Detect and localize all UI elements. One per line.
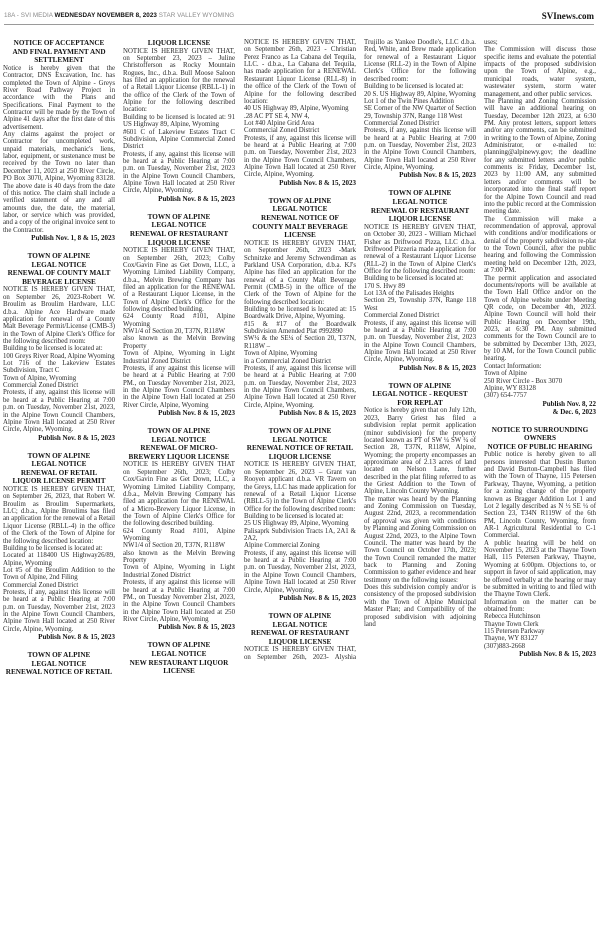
publish-line: Publish Nov. 8 & 15, 2023 [158,194,235,203]
heading-line: NOTICE OF ACCEPTANCE [13,39,105,47]
heading-line: BEVERAGE LICENSE [22,277,96,286]
notice-paragraph: Public notice is hereby given to all persons interested that Dustin Burton and David Burton-Campbell has filed with the Town of Thayne, 115 Petersen Parkway, Thayne, Wyoming, a petition for a zoning change of the property known as Bragger Addition Lot 1 and Lot 2 legally described as N ½ SE ¼ of Section 23, T34N R119W of the 6th PM, Lincoln County, Wyoming, from AR-1 Agricultural Residential to C-1 Commercial. [484,451,596,540]
notice-paragraph: Building to be licensed is located at: [364,275,464,283]
notice-paragraph: Town of Alpine, Wyoming [3,374,77,382]
notice-paragraph: #15 & #17 of the Boardwalk Subdivision Amended Plat #992890 [244,320,356,336]
notice-paragraph: Building to be licensed is located at: [364,83,464,91]
notice-paragraph: Protests, if any, against this license will be heard at a Public Hearing at 7:00 p.m. on Tuesday, November 21st, 2023 in the Alpine Town Council Chambers, Alpine Town Hall located at 250 River Circle, Alpine, Wyoming. [123,150,235,195]
notice-paragraph: (307)883-2668 [484,642,526,650]
notice-paragraph: NW1/4 of Section 20, T37N, R118W [123,328,226,336]
heading-line: NOTICE OF PUBLIC HEARING [487,442,593,451]
notice-paragraph: Notice is hereby given that on July 12th, 2023, Barry Griest has filed a subdivision replat permit application (minor subdivision) for the property located known as PT of SW ¼ SW ¼ of Section 28, T37N, R118W, Alpine, Wyoming; the property encompasses an approximate area of 2.13 acres of land located on Nelson Lane, further described in the plat filing referred to as the Griest Addition to the Town of Alpine, Lincoln County Wyoming. [364,407,476,496]
heading-line: RENEWAL OF MICRO- [140,444,218,453]
notice-paragraph: The matter was heard by the Planning and Zoning Commission on Tuesday, August 22nd, 2023, a recommendation of approval was given with conditions by Planning and Zoning Commission on August 22nd, 2023, to the Alpine Town Council. The matter was heard by the Town Council on October 17th, 2023; the Town Council remanded the matter back to Planning and Zoning Commission to gather evidence and hear testimony on the following issues: [364,495,476,584]
heading-line: TOWN OF ALPINE [27,252,91,261]
heading-line: BREWERY LIQUOR LICENSE [128,452,230,461]
notice-heading [3,252,115,286]
publish-dates [484,650,596,658]
notice-paragraph: Lot 13A of the Palisades Heights [364,290,455,298]
notice-paragraph: 100 Greys River Road, Alpine Wyoming [3,352,115,360]
notice-paragraph: SW¼ & the SE¼ of Section 20, T37N, R118W – [244,335,356,350]
column-3 [244,39,356,661]
heading-line: TOWN OF ALPINE [268,611,332,620]
notice-paragraph: Thayne Town Clerk [484,620,539,628]
notice-paragraph: Rebecca Hutchinson [484,613,541,621]
notice-paragraph: 170 S. Hwy 89 [364,282,406,290]
publish-dates [123,409,235,417]
column-4 [364,39,476,628]
notice-paragraph: 250 River Circle - Box 3070 [484,377,563,385]
notice-paragraph: Thayne, WY 83127 [484,635,538,643]
heading-line: OWNERS [524,434,556,443]
notice-paragraph: Lot 716 of the Lakeview Estates Subdivision, Tract C [3,360,115,375]
notice-paragraph: Building to be licensed is located at: 91 US Highway 89, Alpine, Wyoming [123,113,235,129]
legal-notices-columns [3,39,597,925]
notice-paragraph: 25 US Highway 89, Alpine, Wyoming [244,520,349,528]
heading-line: LICENSE [163,667,195,676]
notice-paragraph: NOTICE IS HEREBY GIVEN THAT, on September 26, 2023, that Robert W. Broulim as Broulim Supermarkets, LLC; d.b.a., Alpine Broulims has filed an application for the renewal of a Retail Liquor License (RBLL-4) in the office of the Clerk of the Town of Alpine for the following described location: [3,485,115,545]
heading-line: TOWN OF ALPINE [147,427,211,436]
notice-paragraph: Protests, if any, against this license will be heard at a Public Hearing at 7:00 p.m. on Tuesday, November 21st, 2023, in the Alpine Town Council Chambers, Alpine Town Hall located at 250 River Circle, Alpine, Wyoming. [244,549,356,594]
notice-paragraph: Commercial Zoned District [3,581,79,589]
notice-paragraph: Town of Alpine, Wyoming in Light Industrial Zoned District [123,350,235,365]
heading-line: RENEWAL NOTICE OF [261,214,339,223]
notice-heading [244,612,356,646]
notice-paragraph: Protests, if any, against this license will be heard at a Public Hearing at 7:00 p.m. on Tuesday, November 21st, 2023, in the Alpine Town Council Chambers, Alpine Town Hall located at 250 River Circle, Alpine, Wyoming. [3,389,115,434]
publish-line: Publish Nov. 8 & 15, 2023 [279,178,356,187]
notice-paragraph: NOTICE IS HEREBY GIVEN THAT, on October 30, 2023 - William Michael Fisher as Driftwood Pizza, LLC d.b.a. Driftwood Pizzeria made application for renewal of a Restaurant Liquor License (RLL-2) in the Town of Alpine Clerk's Office for the following described room: [364,223,476,275]
heading-line: LIQUOR LICENSE [388,215,452,224]
heading-line: RENEWAL OF RETAIL [20,468,98,477]
heading-line: TOWN OF ALPINE [147,212,211,221]
notice-heading [3,39,115,65]
publish-dates [244,409,356,417]
notice-paragraph: NOTICE IS HEREBY GIVEN THAT, on September 26th, 2023- Alyshia [244,646,356,661]
heading-line: RENEWAL NOTICE OF RETAIL [246,444,354,453]
notice-paragraph: Town of Alpine [484,370,527,378]
notice-paragraph: also known as the Melvin Brewing Property [123,335,235,350]
site-name: SVInews.com [541,10,594,21]
heading-line: RENEWAL OF COUNTY MALT [7,269,111,278]
heading-line: TOWN OF ALPINE [27,651,91,660]
notice-paragraph: uses; [484,39,498,46]
notice-paragraph: 624 County Road #101, Alpine Wyoming [123,527,235,543]
notice-paragraph: Protests, if any, against this license will be heard at a Public Hearing at 7:00 p.m. on Tuesday, November 21st, 2023 in the Alpine Town Council Chambers, Alpine Town Hall located at 250 River Circle, Alpine, Wyoming. [364,127,476,172]
publish-dates [3,633,115,641]
notice-paragraph: A public hearing will be held on November 15, 2023 at the Thayne Town Hall, 115 Petersen Parkway, Thayne, Wyoming at 6:00pm. Objections to, or support in favor of said application, may be offered verbally at the hearing or may be submitted in writing to and filed with the Thayne Town Clerk. [484,539,596,599]
publish-line: Publish Nov. 8 & 15, 2023 [38,633,115,642]
heading-line: RENEWAL OF RESTAURANT [370,206,470,215]
notice-paragraph: #601 C of Lakeview Estates Tract C Subdivision, Alpine Commercial Zoned District [123,128,235,151]
notice-paragraph: Any claims against the project or Contractor for uncompleted work, unpaid materials, mechanic's liens, labor, equipment, or sustenance must be received by the Town no later than December 11, 2023 at 250 River Circle, PO Box 3070, Alpine, Wyoming 83128. The above date is 40 days from the date of this notice. The claim shall include a verified statement of any and all amounts due, the date, the material, labor, or service which was provided, and a copy of the original invoice sent to the Contractor. [3,131,115,234]
heading-line: AND FINAL PAYMENT AND [12,47,106,56]
notice-paragraph: 20 S. US Highway 89, Alpine, Wyoming [364,90,476,98]
publish-dates [244,594,356,602]
heading-line: LICENSE [284,231,316,240]
notice-paragraph: Town of Alpine, Wyoming [244,350,318,358]
notice-paragraph: Building to be licensed is located at: 15 Boardwalk Drive, Alpine, Wyoming. [244,306,356,321]
column-1 [3,39,115,677]
notice-paragraph: NOTICE IS HEREBY GIVEN THAT, on September 26th, 2023 -Mark Schnitzke and Jeremy Schwendiman as Parkland USA Corporation, d.b.a. KJ's Alpine has filed an application for the renewal of a County Malt Beverage Permit (CMB-5) in the office of the Clerk of the Town of Alpine for the following described location: [244,239,356,306]
heading-line: TOWN OF ALPINE [268,427,332,436]
heading-line: LIQUOR LICENSE PERMIT [12,477,106,486]
heading-line: LEGAL NOTICE [272,620,328,629]
notice-paragraph: The permit application and associated documents/reports will be available at the Town Hall Office and/or on the Town of Alpine website under Meeting QR code, on December 4th, 2023. Alpine Town Council will hold their Public Hearing on December 19th, 2023, at 6:30 PM. Any submitted comments for the Town Council are to be submitted by December 13th, 2023, by 10 AM, for the Town Council public hearing. [484,274,596,363]
notice-paragraph: Section 29, Township 37N, Range 118 West [364,297,476,312]
notice-paragraph: NOTICE IS HEREBY GIVEN THAT, on September 26, 2023-Robert W. Broulim as Broulim Hardware, LLC d.b.a. Alpine Ace Hardware made application for renewal of a County Malt Beverage Permit/License (CMB-3) in the Town of Alpine Clerk's Office for the following described room: [3,286,115,345]
publish-line: Publish Nov. 8 & 15, 2023 [519,650,596,659]
heading-line: TOWN OF ALPINE [388,189,452,198]
notice-paragraph: Protests, if any, against this license will be heard at a Public Hearing at 7:00 p.m. on Tuesday, November 21st, 2023 in the Alpine Town Council Chambers, Alpine Town Hall located at 250 River Circle, Alpine, Wyoming. [244,134,356,179]
notice-paragraph: NW1/4 of Section 20, T37N, R118W [123,542,226,550]
publish-line: Publish Nov. 8 & 15, 2023 [279,409,356,418]
issue-date: WEDNESDAY NOVEMBER 8, 2023 [54,12,157,19]
page-header [4,7,594,25]
notice-paragraph: NOTICE IS HEREBY GIVEN THAT, on September 26th, 2023 - Christian Perez Franco as La Cabana del Tequila, LLC. - d.b.a., La Cabana del Tequila, has made application for a RENEWAL Restaurant Liquor License (RLL-8) in the office of the Clerk of the Town of Alpine for the following described location: [244,39,356,105]
publish-line: Publish Nov. 8 & 15, 2023 [279,593,356,602]
notice-paragraph: Commercial Zoned District [364,312,440,320]
notice-paragraph: Information on the matter can be obtained from: [484,598,596,613]
heading-line: LEGAL NOTICE [31,260,87,269]
notice-paragraph: Lot #40 Alpine Grid Area [244,119,315,127]
notice-heading [364,382,476,408]
publish-dates [364,171,476,179]
heading-line: LEGAL NOTICE [31,460,87,469]
notice-paragraph: 40 US Highway 89, Alpine, Wyoming [244,105,349,113]
heading-line: LEGAL NOTICE [151,649,207,658]
publish-line: Publish Nov. 1, 8 & 15, 2023 [31,234,115,243]
heading-line: LIQUOR LICENSE [268,637,332,646]
notice-paragraph: Building to be licensed is located at: [3,345,103,353]
heading-line: FOR REPLAT [397,398,443,407]
notice-paragraph: Town of Alpine, Wyoming in Light Industrial Zoned District [123,564,235,579]
publish-dates [123,195,235,203]
heading-line: TOWN OF ALPINE [147,641,211,650]
notice-paragraph: Trujillo as Yankee Doodle's, LLC d.b.a. Red, White, and Brew made application for renewal of a Restaurant Liquor License (RLL-2) in the Town of Alpine Clerk's Office for the following described room: [364,39,476,83]
notice-paragraph: NOTICE IS HEREBY GIVEN THAT, on September 23, 2023 – Juline Christofferson as Rocky Mountain Rogues, Inc., d.b.a. Bull Moose Saloon has filed an application for the renewal of a Retail Liquor License (RBLL-1) in the office of the Clerk of the Town of Alpine for the following described location: [123,47,235,114]
notice-paragraph: Does this subdivision comply and/or is consistency of the proposed subdivision with the Town of Alpine Municipal Master Plan; and Compatibility of the proposed subdivision with adjoining land [364,584,476,628]
notice-paragraph: Lot 1 of the Twin Pines Addition [364,97,454,105]
notice-paragraph: Protests, if any, against this license will be heard at a Public Hearing at 7:00 p.m. on Tuesday, November 21st, 2023 in the Alpine Town Council Chambers, Alpine Town Hall located at 250 River Circle, Alpine, Wyoming. [244,364,356,409]
notice-heading [123,641,235,675]
notice-paragraph: 115 Petersen Parkway [484,628,545,636]
notice-paragraph: Located at 118400 US Highway26/89, Alpine, Wyoming [3,552,115,567]
notice-paragraph: (307) 654-7757 [484,392,527,400]
notice-paragraph: The Planning and Zoning Commission will have an additional hearing on Tuesday, December 12th 2023, at 6:30 PM. Any protest letters, support letters and/or any comments, can be submitted in writing to the Town of Alpine, Zoning Administrator, or e-mailed to: planning@alpinewy.gov; the deadline for any submitted letters and/or public comments is: Friday, December 1st, 2023 by 11:00 AM, any submitted letters and/or comments will be incorporated into the final staff report for the Alpine Town Council and read into the public record at the Commission meeting date. [484,97,596,216]
heading-line: LIQUOR LICENSE [147,238,211,247]
publish-line: Publish Nov. 8 & 15, 2023 [399,363,476,372]
heading-line: LIQUOR LICENSE [147,39,211,47]
notice-paragraph: 624 County Road #101, Alpine Wyoming [123,313,235,328]
heading-line: TOWN OF ALPINE [268,196,332,205]
notice-paragraph: Protests, if any against this license will be heard at a Public Hearing at 7:00 PM., on Tuesday November 21st, 2023, in the Alpine Town Council Chambers in the Alpine Town Hall located at 250 River Circle, Alpine, Wyoming [123,579,235,623]
notice-paragraph: Alpine Commercial Zoning [244,542,320,550]
notice-heading [3,651,115,677]
notice-paragraph: SE Corner of the NW Quarter of Section 29, Township 37N, Range 118 West [364,105,476,120]
publish-dates [244,179,356,187]
notice-paragraph: Contact Information: [484,362,542,370]
heading-line: COUNTY MALT BEVERAGE [252,222,348,231]
heading-line: LEGAL NOTICE [272,435,328,444]
heading-line: SETTLEMENT [34,56,84,65]
notice-paragraph: NOTICE IS HEREBY GIVEN THAT on September 26th, 2023; Colby Cox/Gavin Fine as Get Down, LLC, a Wyoming Limited Liability Company, d.b.a., Melvin Brewing Company has filed an application for the RENEWAL of a Micro-Brewery Liquor License, in the Town of Alpine Clerk's Office for the following described building. [123,461,235,528]
notice-heading [364,189,476,223]
page-section: 18A - SVI MEDIA [4,12,53,19]
notice-paragraph: NOTICE IS HEREBY GIVEN THAT, on September 26th, 2023; Colby Cox/Gavin Fine as Get Down, LLC, a Wyoming Limited Liability Company, d.b.a., Melvin Brewing Company has filed an application for the RENEWAL of a Restaurant Liquor License, in the Town of Alpine Clerk's Office for the following described building. [123,247,235,314]
notice-paragraph: Lot #5 of the Broulim Addition to the Town of Alpine, 2nd Filing [3,566,115,582]
notice-paragraph: Building to be licensed is located at: [3,544,103,552]
heading-line: LEGAL NOTICE [392,198,448,207]
heading-line: TOWN OF ALPINE [27,451,91,460]
folio-line [4,12,234,19]
notice-heading [123,427,235,461]
notice-paragraph: Commercial Zoned District [244,127,320,135]
publish-line: Publish Nov. 8 & 15, 2023 [158,623,235,632]
notice-heading [484,426,596,443]
heading-line: TOWN OF ALPINE [388,381,452,390]
notice-paragraph: Protests, if any, against this license will be heard at a Public Hearing at 7:00 p.m. on Tuesday, November 21st, 2023 in the Alpine Town Council Chambers, Alpine Town Hall located at 250 River Circle, Alpine, Wyoming. [3,589,115,633]
notice-paragraph: Commercial Zoned District [364,119,440,127]
heading-line: RENEWAL NOTICE OF RETAIL [5,668,113,677]
heading-line: RENEWAL OF RESTAURANT [250,629,350,638]
heading-line: LIQUOR LICENSE [268,452,332,461]
heading-line: RENEWAL OF RESTAURANT [129,229,229,238]
notice-paragraph: Alpine, WY 83128 [484,384,536,392]
heading-line: NEW RESTAURANT LIQUOR [129,658,229,667]
heading-line: LEGAL NOTICE [151,435,207,444]
notice-paragraph: NOTICE IS HEREBY GIVEN THAT, on September 26, 2023 – Grant van Rooyen applicant d.b.a. VR Tavern on the Greys, LLC has made application for renewal of a Retail Liquor License (RBLL-5) in the Town of Alpine Clerk's Office for the following described room: [244,461,356,513]
heading-line: LEGAL NOTICE [31,659,87,668]
notice-paragraph: The Commission will discuss those specific items and evaluate the potential impacts of the proposed subdivision upon the Town of Alpine, e.g., municipal roads, water system, wastewater system, storm water management, and other public services. [484,46,596,98]
heading-line: NOTICE TO SURROUNDING [491,425,589,434]
notice-paragraph: in a Commercial Zoned District [244,357,332,365]
heading-line: LEGAL NOTICE [272,205,328,214]
notice-heading [244,197,356,240]
heading-line: LEGAL NOTICE [151,221,207,230]
notice-paragraph: Protests, if any against this license will be heard at a Public Hearing at 7:00 PM., on Tuesday November 21st, 2023, in the Alpine Town Council Chambers in the Alpine Town Hall located at 250 River Circle, Alpine, Wyoming [123,364,235,409]
heading-line: LEGAL NOTICE - REQUEST [372,390,468,399]
publish-dates [364,364,476,372]
notice-paragraph: Notice is hereby given that the Contractor, DNS Excavation, Inc. has completed the Town of Alpine - Greys River Road Pathway Project in accordance with the Plans and Specifications. Final Payment to the Contractor will be made by the Town of Alpine 41 days after the first date of this advertisement. [3,64,115,131]
notice-paragraph: also known as the Melvin Brewing Property [123,549,235,565]
notice-paragraph: Commercial Zoned District [3,382,79,390]
publish-line: Publish Nov. 8 & 15, 2023 [399,171,476,180]
notice-heading [484,443,596,452]
notice-paragraph: Protests, if any, against this license will be heard at a Public Hearing at 7:00 p.m. on Tuesday, November 21st, 2023 in the Alpine Town Council Chambers, Alpine Town Hall located at 250 River Circle, Alpine, Wyoming. [364,319,476,364]
publish-dates [3,234,115,242]
region-label: STAR VALLEY WYOMING [158,12,235,19]
publish-dates [123,623,235,631]
notice-paragraph: The Commission will make a recommendation of approval, approval with conditions and/or modifications or denial of the property subdivision re-plat to the Town Council, after the public hearing and following the Commission meeting held on December 12th, 2023, at 7:00 PM. [484,215,596,275]
notice-heading [123,213,235,247]
publish-line: & Dec. 6, 2023 [552,407,596,416]
publish-dates [484,400,596,416]
notice-paragraph: Building to be licensed is located at: [244,512,344,520]
column-2 [123,39,235,676]
notice-heading [123,39,235,48]
column-5 [484,39,596,658]
notice-paragraph: .28 AC PT SE 4, NW 4, [244,112,310,120]
publish-line: Publish Nov. 8, 22 [542,399,596,408]
publish-line: Publish Nov. 8 & 15, 2023 [38,433,115,442]
notice-paragraph: Palisaprk Subdivision Tracts 1A, 2A1 & 2A2, [244,527,356,543]
notice-heading [244,427,356,461]
publish-dates [3,434,115,442]
notice-heading [3,452,115,486]
publish-line: Publish Nov. 8 & 15, 2023 [158,409,235,418]
